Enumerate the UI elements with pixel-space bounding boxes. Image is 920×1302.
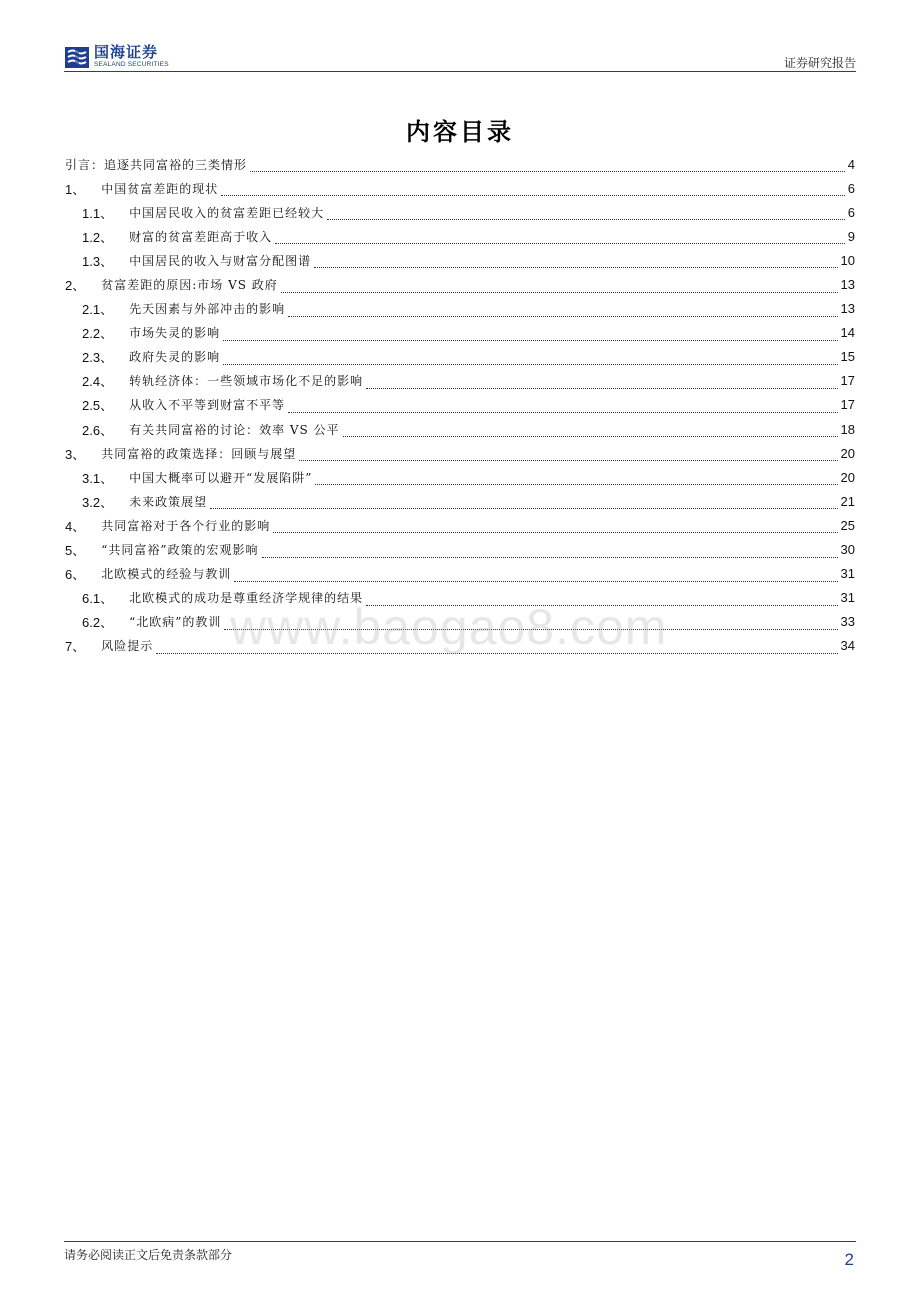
toc-entry-title: 未来政策展望 (129, 494, 208, 509)
toc-entry-page: 18 (840, 421, 855, 437)
toc-entry-number: 7、 (65, 639, 86, 655)
footer-divider (64, 1241, 856, 1242)
toc-dot-leader (250, 160, 845, 172)
toc-dot-leader (223, 353, 837, 365)
toc-entry-number: 6.1、 (82, 591, 114, 607)
toc-entry[interactable] (65, 200, 855, 224)
toc-dot-leader (299, 449, 837, 461)
toc-entry-number: 6、 (65, 567, 86, 583)
toc-dot-leader (314, 256, 837, 268)
toc-entry-number: 3、 (65, 446, 86, 462)
toc-dot-leader (273, 521, 837, 533)
toc-entry-number: 2、 (65, 278, 86, 294)
toc-dot-leader (223, 329, 837, 341)
toc-entry[interactable] (65, 248, 855, 272)
toc-dot-leader (262, 546, 838, 558)
toc-entry-title: 贫富差距的原因:市场 VS 政府 (101, 278, 278, 293)
toc-entry-number: 2.6、 (82, 422, 114, 438)
toc-entry[interactable] (65, 417, 855, 441)
toc-entry-page: 31 (840, 566, 855, 582)
toc-entry-page: 17 (840, 373, 855, 389)
toc-entry[interactable] (65, 321, 855, 345)
company-logo (64, 44, 169, 70)
toc-entry-page: 13 (840, 277, 855, 293)
toc-entry-page: 6 (847, 180, 855, 196)
page-header (64, 40, 856, 72)
toc-entry-title: 共同富裕的政策选择：回顾与展望 (101, 446, 297, 461)
toc-entry-title: 北欧模式的经验与教训 (101, 567, 232, 582)
report-type-label: 证券研究报告 (783, 56, 856, 70)
toc-entry[interactable] (65, 562, 855, 586)
toc-dot-leader (343, 425, 838, 437)
toc-entry[interactable] (65, 441, 855, 465)
toc-dot-leader (327, 208, 845, 220)
toc-entry-title: 有关共同富裕的讨论：效率 VS 公平 (129, 422, 340, 437)
toc-entry[interactable] (65, 538, 855, 562)
toc-dot-leader (221, 184, 845, 196)
toc-entry-page: 10 (840, 252, 855, 268)
toc-entry-page: 4 (847, 156, 855, 172)
toc-dot-leader (288, 401, 837, 413)
toc-entry-title: 风险提示 (101, 639, 154, 654)
toc-entry-page: 30 (840, 542, 855, 558)
toc-entry-page: 21 (840, 493, 855, 509)
toc-entry[interactable] (65, 393, 855, 417)
toc-entry[interactable] (65, 345, 855, 369)
toc-entry-number: 3.2、 (82, 494, 114, 510)
toc-entry-page: 33 (840, 614, 855, 630)
toc-entry-title: 中国大概率可以避开“发展陷阱” (129, 470, 313, 485)
toc-dot-leader (288, 305, 837, 317)
toc-entry[interactable] (65, 513, 855, 537)
toc-entry-page: 14 (840, 325, 855, 341)
page-number: 2 (844, 1250, 854, 1269)
toc-entry-number: 3.1、 (82, 470, 114, 486)
toc-entry-number: 1.3、 (82, 253, 114, 269)
toc-entry-title: 北欧模式的成功是尊重经济学规律的结果 (129, 591, 364, 606)
toc-entry-title: 中国贫富差距的现状 (101, 181, 219, 196)
toc-dot-leader (281, 281, 838, 293)
toc-entry-number: 2.5、 (82, 398, 114, 414)
toc-entry-number: 2.3、 (82, 350, 114, 366)
toc-entry-page: 17 (840, 397, 855, 413)
toc-entry-number: 4、 (65, 518, 86, 534)
toc-entry-number: 5、 (65, 543, 86, 559)
toc-entry-number: 1.1、 (82, 205, 114, 221)
toc-entry-title: 中国居民的收入与财富分配图谱 (129, 253, 312, 268)
header-divider (64, 71, 856, 72)
table-of-contents (65, 152, 855, 658)
toc-entry-title: 市场失灵的影响 (129, 326, 221, 341)
toc-entry-title: “北欧病”的教训 (129, 615, 222, 630)
toc-entry-page: 20 (840, 445, 855, 461)
toc-entry-title: “共同富裕”政策的宏观影响 (101, 543, 259, 558)
toc-entry-number: 2.1、 (82, 302, 114, 318)
toc-entry[interactable] (65, 272, 855, 296)
toc-entry-title: 引言：追逐共同富裕的三类情形 (65, 157, 248, 172)
toc-entry-title: 转轨经济体：一些领域市场化不足的影响 (129, 374, 364, 389)
toc-entry-page: 31 (840, 590, 855, 606)
toc-entry-number: 6.2、 (82, 615, 114, 631)
toc-entry-number: 2.2、 (82, 326, 114, 342)
toc-dot-leader (315, 473, 837, 485)
toc-entry[interactable] (65, 224, 855, 248)
toc-entry-title: 从收入不平等到财富不平等 (129, 398, 286, 413)
toc-entry-page: 25 (840, 517, 855, 533)
toc-entry-page: 9 (847, 228, 855, 244)
toc-entry[interactable] (65, 369, 855, 393)
toc-entry[interactable] (65, 152, 855, 176)
toc-entry[interactable] (65, 489, 855, 513)
toc-entry[interactable] (65, 297, 855, 321)
toc-entry-title: 中国居民收入的贫富差距已经较大 (129, 205, 325, 220)
toc-dot-leader (366, 377, 837, 389)
watermark: www.baogao8.com (230, 599, 668, 655)
toc-entry-page: 20 (840, 469, 855, 485)
toc-dot-leader (275, 232, 845, 244)
toc-entry-page: 15 (840, 349, 855, 365)
toc-entry-page: 6 (847, 204, 855, 220)
toc-entry-number: 1.2、 (82, 229, 114, 245)
toc-entry-title: 财富的贫富差距高于收入 (129, 229, 273, 244)
toc-dot-leader (234, 570, 837, 582)
sealand-logo-icon (64, 44, 90, 70)
toc-title: 内容目录 (406, 117, 514, 146)
disclaimer-note: 请务必阅读正文后免责条款部分 (64, 1248, 233, 1262)
toc-entry[interactable] (65, 465, 855, 489)
toc-dot-leader (210, 497, 837, 509)
toc-entry-number: 2.4、 (82, 374, 114, 390)
toc-entry-title: 先天因素与外部冲击的影响 (129, 302, 286, 317)
toc-entry-title: 政府失灵的影响 (129, 350, 221, 365)
toc-entry-page: 13 (840, 301, 855, 317)
logo-english-name: SEALAND SECURITIES (94, 61, 169, 68)
toc-entry-number: 1、 (65, 181, 86, 197)
toc-entry-title: 共同富裕对于各个行业的影响 (101, 518, 271, 533)
logo-chinese-name: 国海证券 (94, 43, 159, 61)
toc-entry-page: 34 (840, 638, 855, 654)
toc-entry[interactable] (65, 176, 855, 200)
